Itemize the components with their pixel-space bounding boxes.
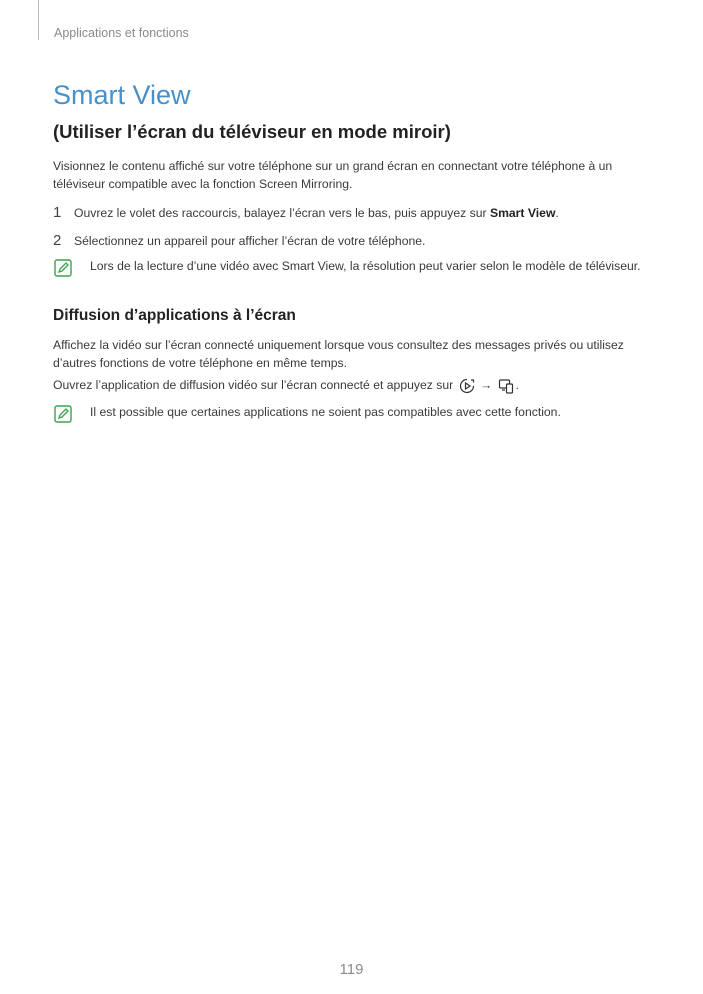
smart-view-label: Smart View [489, 206, 556, 220]
header-divider [38, 0, 39, 40]
page-title: Smart View [53, 80, 191, 110]
step-2 [53, 232, 425, 249]
intro-paragraph: Visionnez le contenu affiché sur votre téléphone sur un grand écran en connectant votre téléphone à un téléviseur compatible avec la fonction Screen Mirroring. [53, 159, 613, 191]
casting-paragraph: Affichez la vidéo sur l’écran connecté uniquement lorsque vous consultez des messages privés ou utilisez d’autres fonctions de votre téléphone en même temps. [53, 338, 624, 370]
note-pencil-icon [54, 405, 72, 423]
cast-play-icon [459, 378, 475, 394]
header-title: Applications et fonctions [54, 26, 189, 40]
page-subtitle: (Utiliser l’écran du téléviseur en mode miroir) [53, 121, 451, 142]
note-1 [54, 259, 654, 277]
casting-instruction: Ouvrez l’application de diffusion vidéo sur l’écran connecté et appuyez sur → . [53, 378, 519, 392]
switch-device-icon [498, 378, 514, 394]
note-2 [54, 405, 654, 423]
section-heading: Diffusion d’applications à l’écran [53, 307, 296, 324]
note-pencil-icon [54, 259, 72, 277]
note-text: Il est possible que certaines applications ne soient pas compatibles avec cette fonction. [90, 405, 561, 419]
arrow-glyph: → [479, 378, 493, 392]
step-number: 2 [53, 232, 62, 249]
step-number: 1 [53, 204, 62, 221]
step-text: Sélectionnez un appareil pour afficher l’écran de votre téléphone. [74, 234, 426, 248]
step-1 [53, 204, 559, 221]
note-text: Lors de la lecture d’une vidéo avec Smart View, la résolution peut varier selon le modèle de téléviseur. [90, 259, 641, 273]
page-number: 119 [339, 961, 364, 978]
step-text: Ouvrez le volet des raccourcis, balayez l’écran vers le bas, puis appuyez sur Smart View. [74, 206, 559, 220]
